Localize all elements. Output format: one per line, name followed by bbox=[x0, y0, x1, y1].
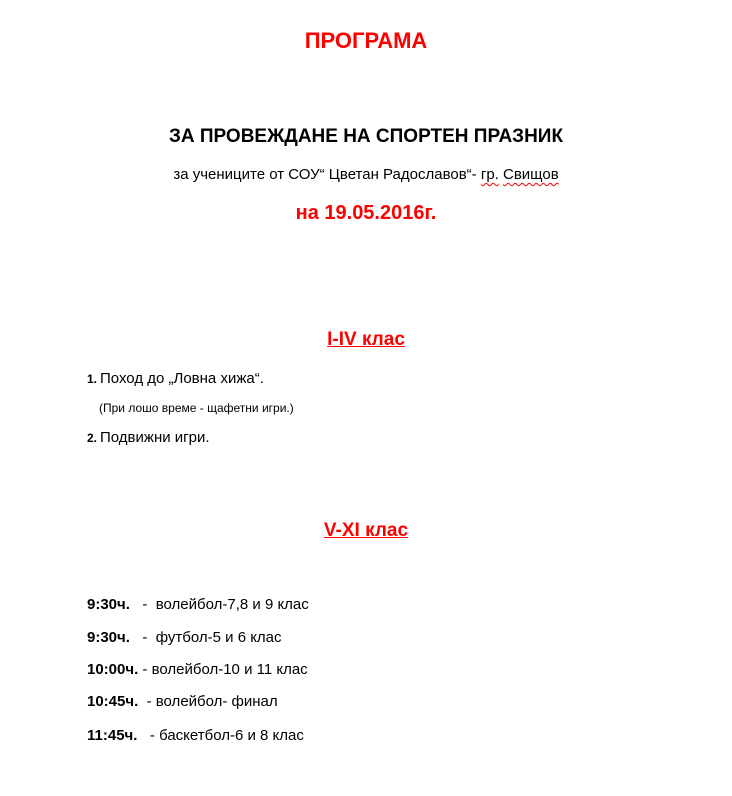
audience-line bbox=[0, 166, 732, 183]
schedule-time: 10:00ч. bbox=[87, 661, 139, 678]
document-subtitle: ЗА ПРОВЕЖДАНЕ НА СПОРТЕН ПРАЗНИК bbox=[168, 126, 564, 147]
schedule-activity: - волейбол-7,8 и 9 клас bbox=[129, 596, 309, 613]
schedule-time: 9:30ч. bbox=[87, 629, 130, 646]
event-date: на 19.05.2016г. bbox=[295, 202, 437, 224]
schedule-activity: - волейбол- финал bbox=[138, 693, 278, 710]
document-title: ПРОГРАМА bbox=[304, 28, 428, 53]
schedule-activity: - волейбол-10 и 11 клас bbox=[138, 661, 308, 678]
list-item-text: Подвижни игри. bbox=[100, 429, 210, 446]
schedule-row bbox=[87, 661, 308, 678]
section-heading-v-xi: V-XI клас bbox=[323, 520, 409, 541]
schedule-time: 11:45ч. bbox=[87, 727, 138, 744]
schedule-activity: - футбол-5 и 6 клас bbox=[129, 629, 282, 646]
schedule-row bbox=[87, 629, 282, 646]
list-item bbox=[87, 370, 264, 387]
schedule-time: 9:30ч. bbox=[87, 596, 130, 613]
audience-city: Свищов bbox=[503, 166, 559, 183]
list-item bbox=[87, 429, 210, 446]
schedule-time: 10:45ч. bbox=[87, 693, 139, 710]
schedule-activity: - баскетбол-6 и 8 клас bbox=[137, 727, 304, 744]
schedule-row bbox=[87, 693, 278, 710]
schedule-row bbox=[87, 596, 309, 613]
schedule-row bbox=[87, 727, 304, 744]
list-item-text: Поход до „Ловна хижа“. bbox=[100, 370, 264, 387]
audience-city-abbr: гр. bbox=[480, 166, 499, 183]
list-item-number: 2. bbox=[87, 431, 98, 445]
list-item-number: 1. bbox=[87, 372, 98, 386]
weather-note: (При лошо време - щафетни игри.) bbox=[99, 401, 294, 415]
section-heading-i-iv: I-IV клас bbox=[327, 329, 405, 350]
audience-prefix: за учениците от СОУ“ Цветан Радославов“- bbox=[173, 166, 481, 183]
